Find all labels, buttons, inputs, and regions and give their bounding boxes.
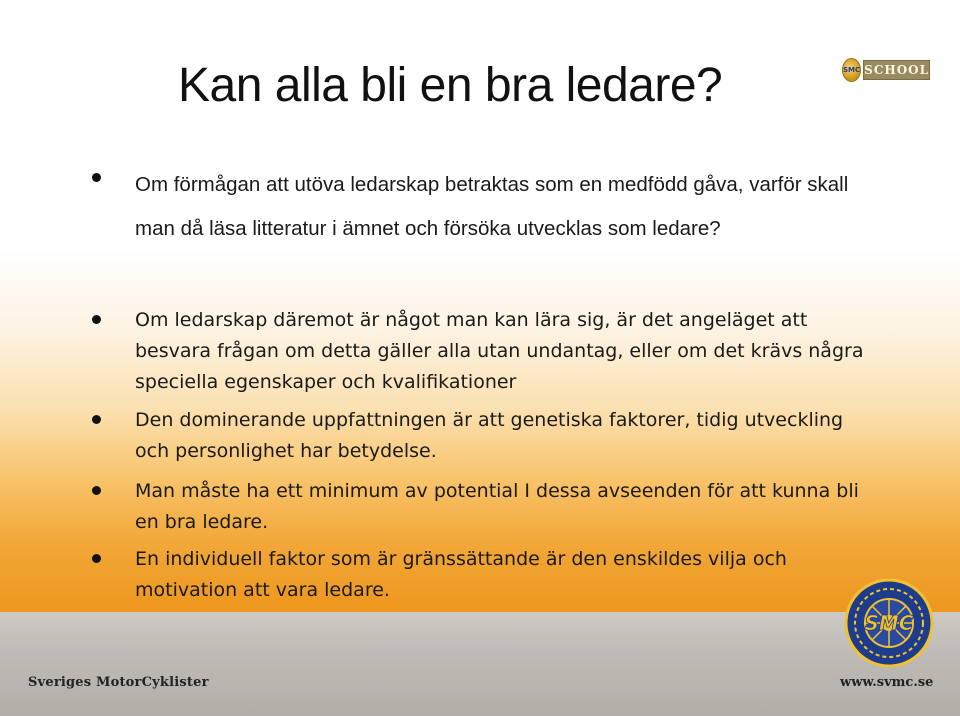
bullet-text-2: Om ledarskap däremot är något man kan lära sig, är det angeläget att besvara frågan om detta gäller alla utan undantag, eller om det krävs några speciella egenskaper och kvalifikationer [135,309,864,393]
smc-emblem-logo [844,578,934,668]
bullet-marker [92,412,101,428]
smc-oval-logo: SMC [842,58,861,82]
website-link[interactable]: www.svmc.se [840,675,934,690]
org-name: Sveriges MotorCyklister [28,675,209,690]
bullet-text-5: En individuell faktor som är gränssättande är den enskildes vilja och motivation att vara ledare. [135,548,787,601]
slide-title: Kan alla bli en bra ledare? [178,59,723,112]
bullet-text-4: Man måste ha ett minimum av potential I dessa avseenden för att kunna bli en bra ledare. [135,480,859,533]
bullet-text-1: Om förmågan att utöva ledarskap betraktas som en medfödd gåva, varför skall man då läsa litteratur i ämnet och försöka utvecklas som ledare? [135,173,849,240]
school-label: SCHOOL [863,60,930,80]
footer-band [0,612,960,716]
bullet-text-3: Den dominerande uppfattningen är att genetiska faktorer, tidig utveckling och personlighet har betydelse. [135,409,844,462]
emblem-text: SMC [864,611,914,635]
bullet-marker [92,170,101,186]
bullet-marker [92,551,101,567]
bullet-marker [92,483,101,499]
bullet-marker [92,312,101,328]
